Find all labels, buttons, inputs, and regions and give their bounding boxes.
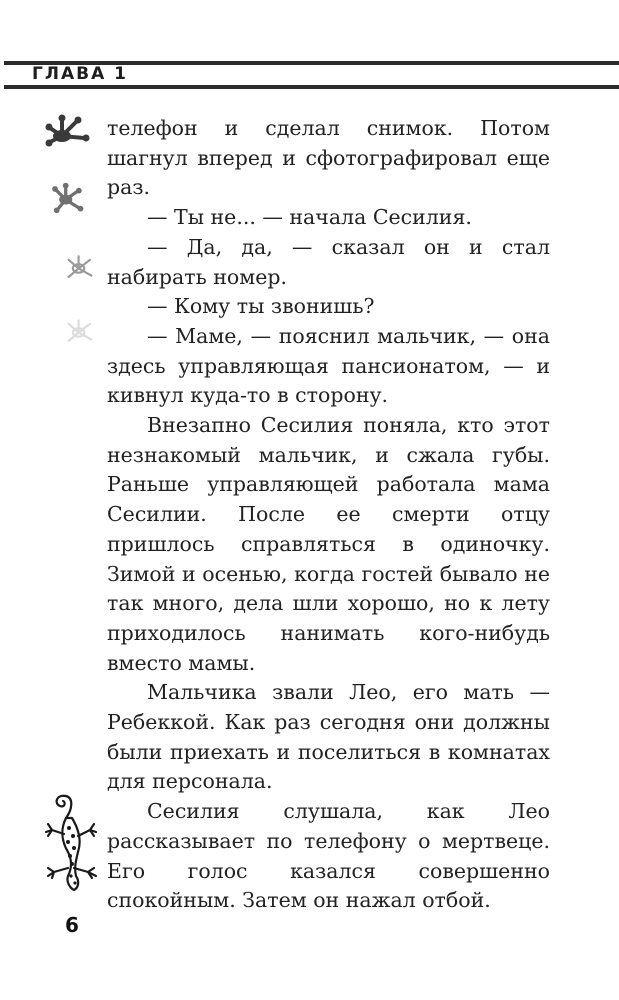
body-text — [107, 114, 550, 916]
paragraph: — Да, да, — сказал он и стал набирать номер. — [107, 234, 550, 289]
lizard-icon — [38, 790, 104, 896]
paragraph: Сесилия слушала, как Лео рассказывает по телефону о мертвеце. Его голос казался совершенно спокойным. Затем он нажал отбой. — [107, 799, 550, 913]
footprint-icon — [40, 112, 96, 152]
paragraph: Мальчика звали Лео, его мать — Ребеккой. Как раз сегодня они должны были приехать и поселиться в комнатах для персонала. — [107, 680, 550, 794]
footprint-icon — [46, 180, 92, 216]
paragraph: — Кому ты звонишь? — [147, 294, 375, 319]
paragraph: — Маме, — пояснил мальчик, — она здесь управляющая пансионатом, — и кивнул куда-то в сторону. — [107, 323, 550, 408]
paragraph: телефон и сделал снимок. Потом шагнул вперед и сфотографировал еще раз. — [107, 116, 550, 200]
paragraph: Внезапно Сесилия поняла, кто этот незнакомый мальчик, и сжала губы. Раньше управляющей работала мама Сесилии. После ее смерти отцу пришлось справляться в одиночку. Зимой и осенью, когда гостей бывало не так много, дела шли хорошо, но к лету приходилось нанимать кого-нибудь вместо мамы. — [107, 413, 550, 675]
footprint-icon — [60, 314, 100, 348]
header-rule-bottom — [4, 85, 619, 89]
footprint-icon — [60, 250, 100, 284]
chapter-title: ГЛАВА 1 — [32, 64, 128, 84]
page-number: 6 — [65, 913, 79, 937]
paragraph: — Ты не... — начала Сесилия. — [147, 205, 472, 230]
